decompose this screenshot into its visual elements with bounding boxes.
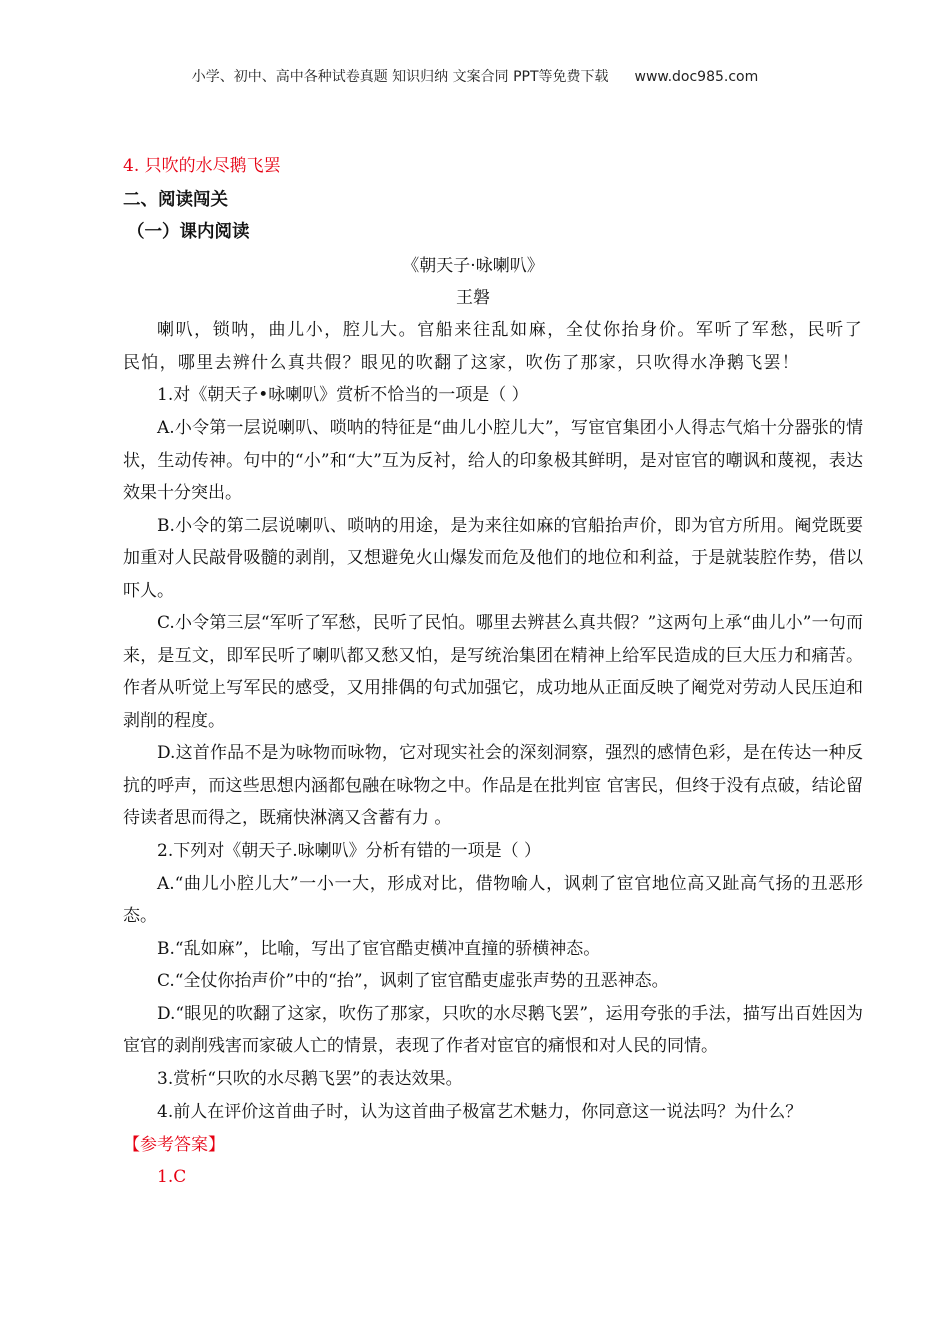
question-1-option-c: C.小令第三层“军听了军愁，民听了民怕。哪里去辨甚么真共假？”这两句上承“曲儿小”一句而来，是互文，即军民听了喇叭都又愁又怕，是写统治集团在精神上给军民造成的巨大压力和痛苦。作者从听觉上写军民的感受，又用排偶的句式加强它，成功地从正面反映了阉党对劳动人民压迫和剥削的程度。 xyxy=(123,613,863,731)
answer-1: 1.C xyxy=(157,1166,187,1187)
poem-author: 王磐 xyxy=(456,288,490,308)
header-text: 小学、初中、高中各种试卷真题 知识归纳 文案合同 PPT等免费下载 xyxy=(191,69,609,85)
question-2-option-c: C.“全仗你抬声价”中的“抬”，讽刺了宦官酷吏虚张声势的丑恶神态。 xyxy=(157,971,669,991)
question-1-option-d: D.这首作品不是为咏物而咏物，它对现实社会的深刻洞察，强烈的感情色彩，是在传达一种反抗的呼声，而这些思想内涵都包融在咏物之中。作品是在批判宦 官害民，但终于没有点破，结论留待读者思而得之，既痛快淋漓又含蓄有力 。 xyxy=(123,743,863,828)
question-1-option-b: B.小令的第二层说喇叭、唢呐的用途，是为来往如麻的官船抬声价，即为官方所用。阉党既要加重对人民敲骨吸髓的剥削，又想避免火山爆发而危及他们的地位和利益，于是就装腔作势，借以吓人。 xyxy=(123,515,863,601)
question-2-option-b: B.“乱如麻”，比喻，写出了宦官酷吏横冲直撞的骄横神态。 xyxy=(157,938,601,959)
header-url[interactable]: www.doc985.com xyxy=(634,69,759,85)
question-2-stem: 2.下列对《朝天子.咏喇叭》分析有错的一项是（ ） xyxy=(157,840,542,861)
question-2-option-a: A.“曲儿小腔儿大”一小一大，形成对比，借物喻人，讽刺了宦官地位高又趾高气扬的丑恶形态。 xyxy=(123,873,863,926)
question-1-option-a: A.小令第一层说喇叭、唢呐的特征是“曲儿小腔儿大”，写宦官集团小人得志气焰十分器张的情状，生动传神。句中的“小”和“大”互为反衬，给人的印象极其鲜明，是对宦官的嘲讽和蔑视，表达效果十分突出。 xyxy=(123,418,863,503)
question-1-stem: 1.对《朝天子•咏喇叭》赏析不恰当的一项是（ ） xyxy=(157,385,529,405)
poem-text: 喇叭，锁呐，曲儿小，腔儿大。官船来往乱如麻，全仗你抬身价。军听了军愁，民听了民怕，哪里去辨什么真共假？眼见的吹翻了这家，吹伤了那家，只吹得水净鹅飞罢！ xyxy=(123,320,863,373)
section-heading: 二、阅读闯关 xyxy=(123,190,228,210)
top-item: 4. 只吹的水尽鹅飞罢 xyxy=(123,156,281,176)
answer-heading: 【参考答案】 xyxy=(123,1134,225,1155)
document-body xyxy=(123,150,863,1194)
poem-title: 《朝天子·咏喇叭》 xyxy=(402,256,544,276)
sub-heading: （一）课内阅读 xyxy=(127,222,250,242)
question-2-option-d: D.“眼见的吹翻了这家，吹伤了那家，只吹的水尽鹅飞罢”，运用夸张的手法，描写出百姓因为宦官的剥削残害而家破人亡的情景，表现了作者对宦官的痛恨和对人民的同情。 xyxy=(123,1003,863,1056)
page-header xyxy=(0,66,950,86)
question-4: 4.前人在评价这首曲子时，认为这首曲子极富艺术魅力，你同意这一说法吗？为什么？ xyxy=(157,1101,803,1122)
question-3: 3.赏析“只吹的水尽鹅飞罢”的表达效果。 xyxy=(157,1068,463,1089)
